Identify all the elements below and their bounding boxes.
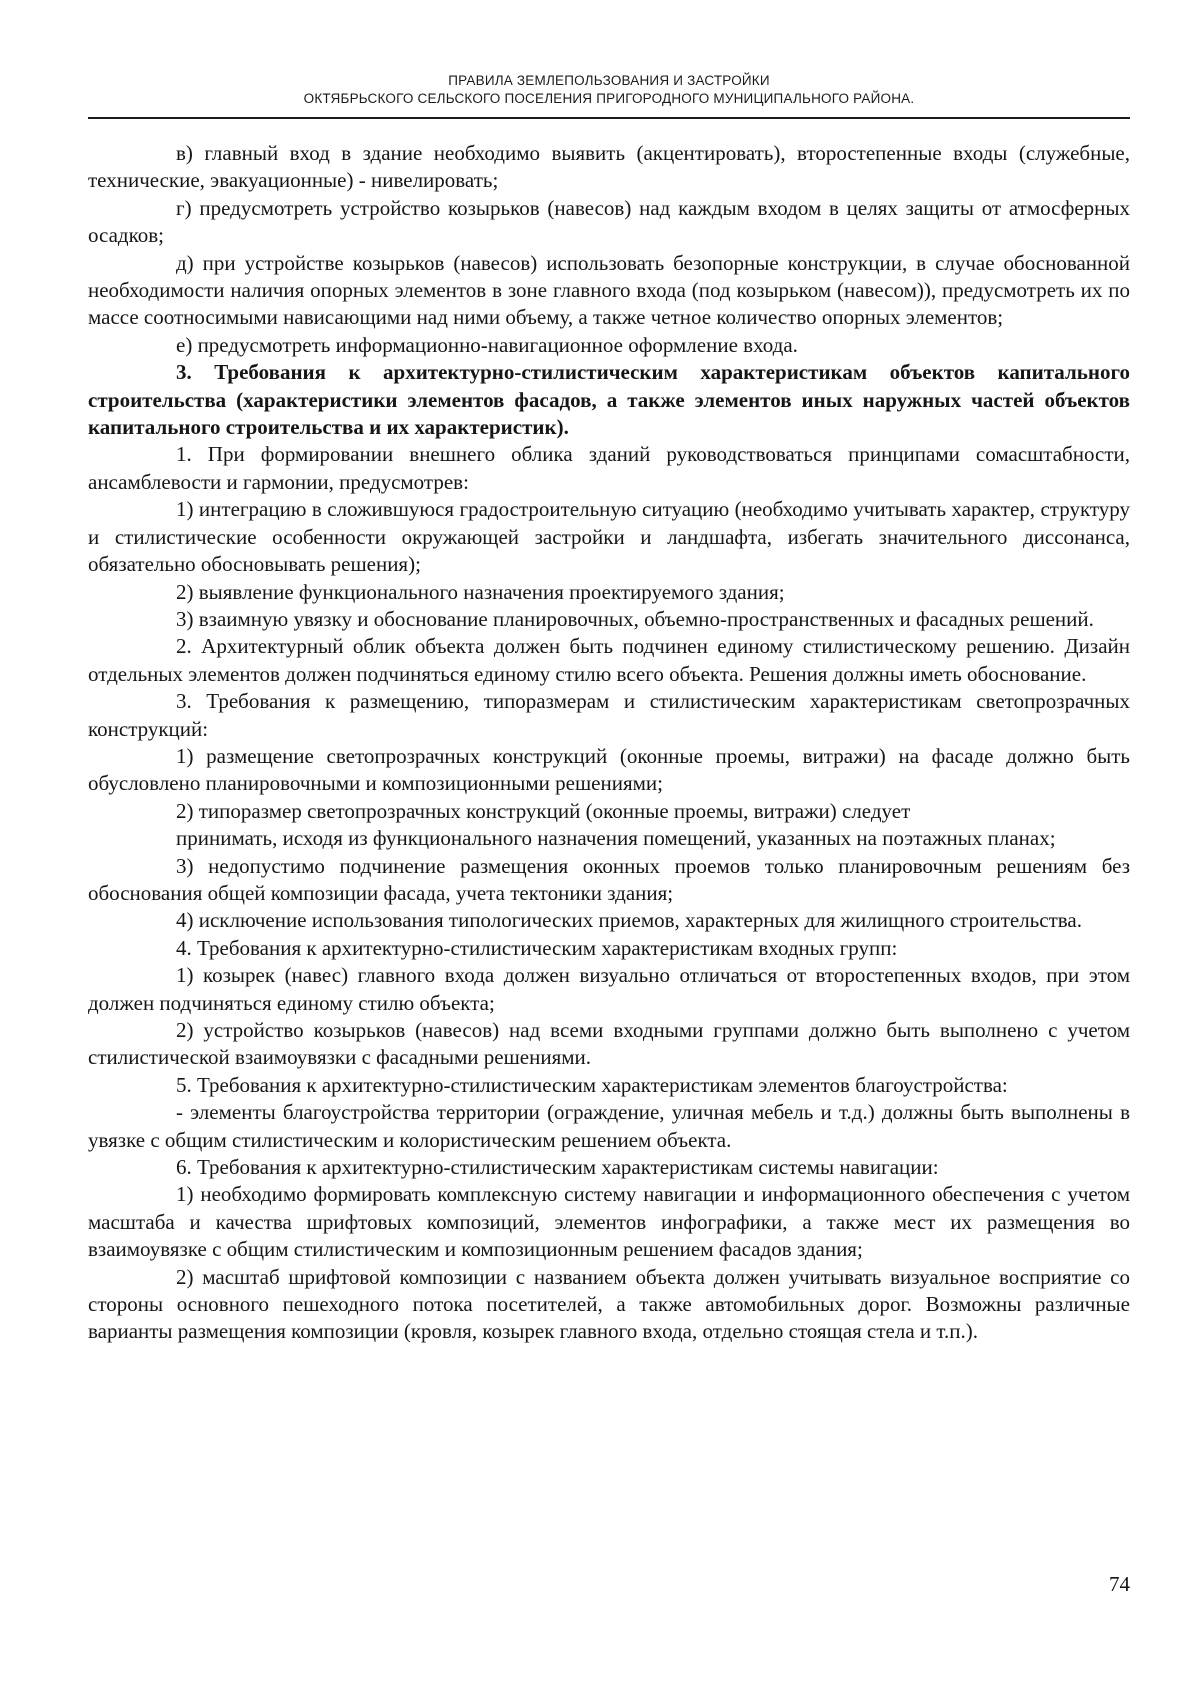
paragraph-clause-6: 6. Требования к архитектурно-стилистическим характеристикам системы навигации: xyxy=(176,1155,939,1180)
paragraph-subitem: 1) необходимо формировать комплексную систему навигации и информационного обеспечения с учетом масштаба и качества шрифтовых композиций, элементов инфографики, а также мест их размещения во взаимоувязке с общим стилистическим и композиционным решением фасадов здания; xyxy=(88,1182,1130,1262)
paragraph-clause-1: 1. При формировании внешнего облика зданий руководствоваться принципами сомасштабности, ансамблевости и гармонии, предусмотрев: xyxy=(88,442,1130,494)
paragraph-item-v: в) главный вход в здание необходимо выявить (акцентировать), второстепенные входы (служебные, технические, эвакуационные) - нивелировать; xyxy=(88,141,1130,193)
paragraph-subitem: 1) интеграцию в сложившуюся градостроительную ситуацию (необходимо учитывать характер, структуру и стилистические особенности окружающей застройки и ландшафта, избегать значительного диссонанса, обязательно обосновывать решения); xyxy=(88,497,1130,577)
paragraph-subitem: 2) типоразмер светопрозрачных конструкций (оконные проемы, витражи) следует xyxy=(176,798,911,823)
paragraph-subitem: 1) размещение светопрозрачных конструкций (оконные проемы, витражи) на фасаде должно быть обусловлено планировочными и композиционными решениями; xyxy=(88,743,1130,796)
paragraph-subitem: - элементы благоустройства территории (ограждение, уличная мебель и т.д.) должны быть выполнены в увязке с общим стилистическим и колористическим решением объекта. xyxy=(88,1100,1130,1152)
paragraph-subitem: 2) масштаб шрифтовой композиции с названием объекта должен учитывать визуальное восприятие со стороны основного пешеходного потока посетителей, а также автомобильных дорог. Возможны различные варианты размещения композиции (кровля, козырек главного входа, отдельно стоящая стела и т.п.). xyxy=(88,1264,1130,1344)
header-line-1: ПРАВИЛА ЗЕМЛЕПОЛЬЗОВАНИЯ И ЗАСТРОЙКИ xyxy=(448,73,770,88)
paragraph-subitem: 1) козырек (навес) главного входа должен визуально отличаться от второстепенных входов, при этом должен подчиняться единому стилю объекта; xyxy=(88,963,1130,1015)
page-number: 74 xyxy=(1109,1572,1130,1596)
paragraph-subitem: 2) выявление функционального назначения проектируемого здания; xyxy=(176,579,785,604)
paragraph-item-g: г) предусмотреть устройство козырьков (навесов) над каждым входом в целях защиты от атмосферных осадков; xyxy=(88,195,1130,248)
paragraph-clause-4: 4. Требования к архитектурно-стилистическим характеристикам входных групп: xyxy=(176,935,898,960)
section-heading-3: 3. Требования к архитектурно-стилистическим характеристикам объектов капитального строительства (характеристики элементов фасадов, а также элементов иных наружных частей объектов капитального строительства и их характеристик). xyxy=(88,360,1130,440)
body-text xyxy=(88,140,1130,1346)
running-header xyxy=(88,72,1130,108)
paragraph-subitem: 3) недопустимо подчинение размещения оконных проемов только планировочным решениям без обоснования общей композиции фасада, учета тектоники здания; xyxy=(88,853,1130,905)
paragraph-item-e: е) предусмотреть информационно-навигационное оформление входа. xyxy=(176,332,798,357)
header-line-2: ОКТЯБРЬСКОГО СЕЛЬСКОГО ПОСЕЛЕНИЯ ПРИГОРОДНОГО МУНИЦИПАЛЬНОГО РАЙОНА. xyxy=(303,91,915,106)
paragraph-clause-5: 5. Требования к архитектурно-стилистическим характеристикам элементов благоустройства: xyxy=(176,1072,1008,1097)
header-divider xyxy=(88,117,1130,119)
paragraph-item-d: д) при устройстве козырьков (навесов) использовать безопорные конструкции, в случае обоснованной необходимости наличия опорных элементов в зоне главного входа (под козырьком (навесом)), предусмотреть их по массе соотносимыми нависающими над ними объему, а также четное количество опорных элементов; xyxy=(88,250,1130,330)
paragraph-subitem: 3) взаимную увязку и обоснование планировочных, объемно-пространственных и фасадных решений. xyxy=(176,606,1094,631)
paragraph-clause-3: 3. Требования к размещению, типоразмерам и стилистическим характеристикам светопрозрачных конструкций: xyxy=(88,689,1130,741)
paragraph-subitem: 4) исключение использования типологических приемов, характерных для жилищного строительства. xyxy=(176,908,1082,933)
paragraph-clause-2: 2. Архитектурный облик объекта должен быть подчинен единому стилистическому решению. Дизайн отдельных элементов должен подчиняться единому стилю всего объекта. Решения должны иметь обоснование. xyxy=(88,634,1130,686)
paragraph-subitem: 2) устройство козырьков (навесов) над всеми входными группами должно быть выполнено с учетом стилистической взаимоувязки с фасадными решениями. xyxy=(88,1018,1130,1070)
paragraph-continuation: принимать, исходя из функционального назначения помещений, указанных на поэтажных планах; xyxy=(176,826,1056,851)
